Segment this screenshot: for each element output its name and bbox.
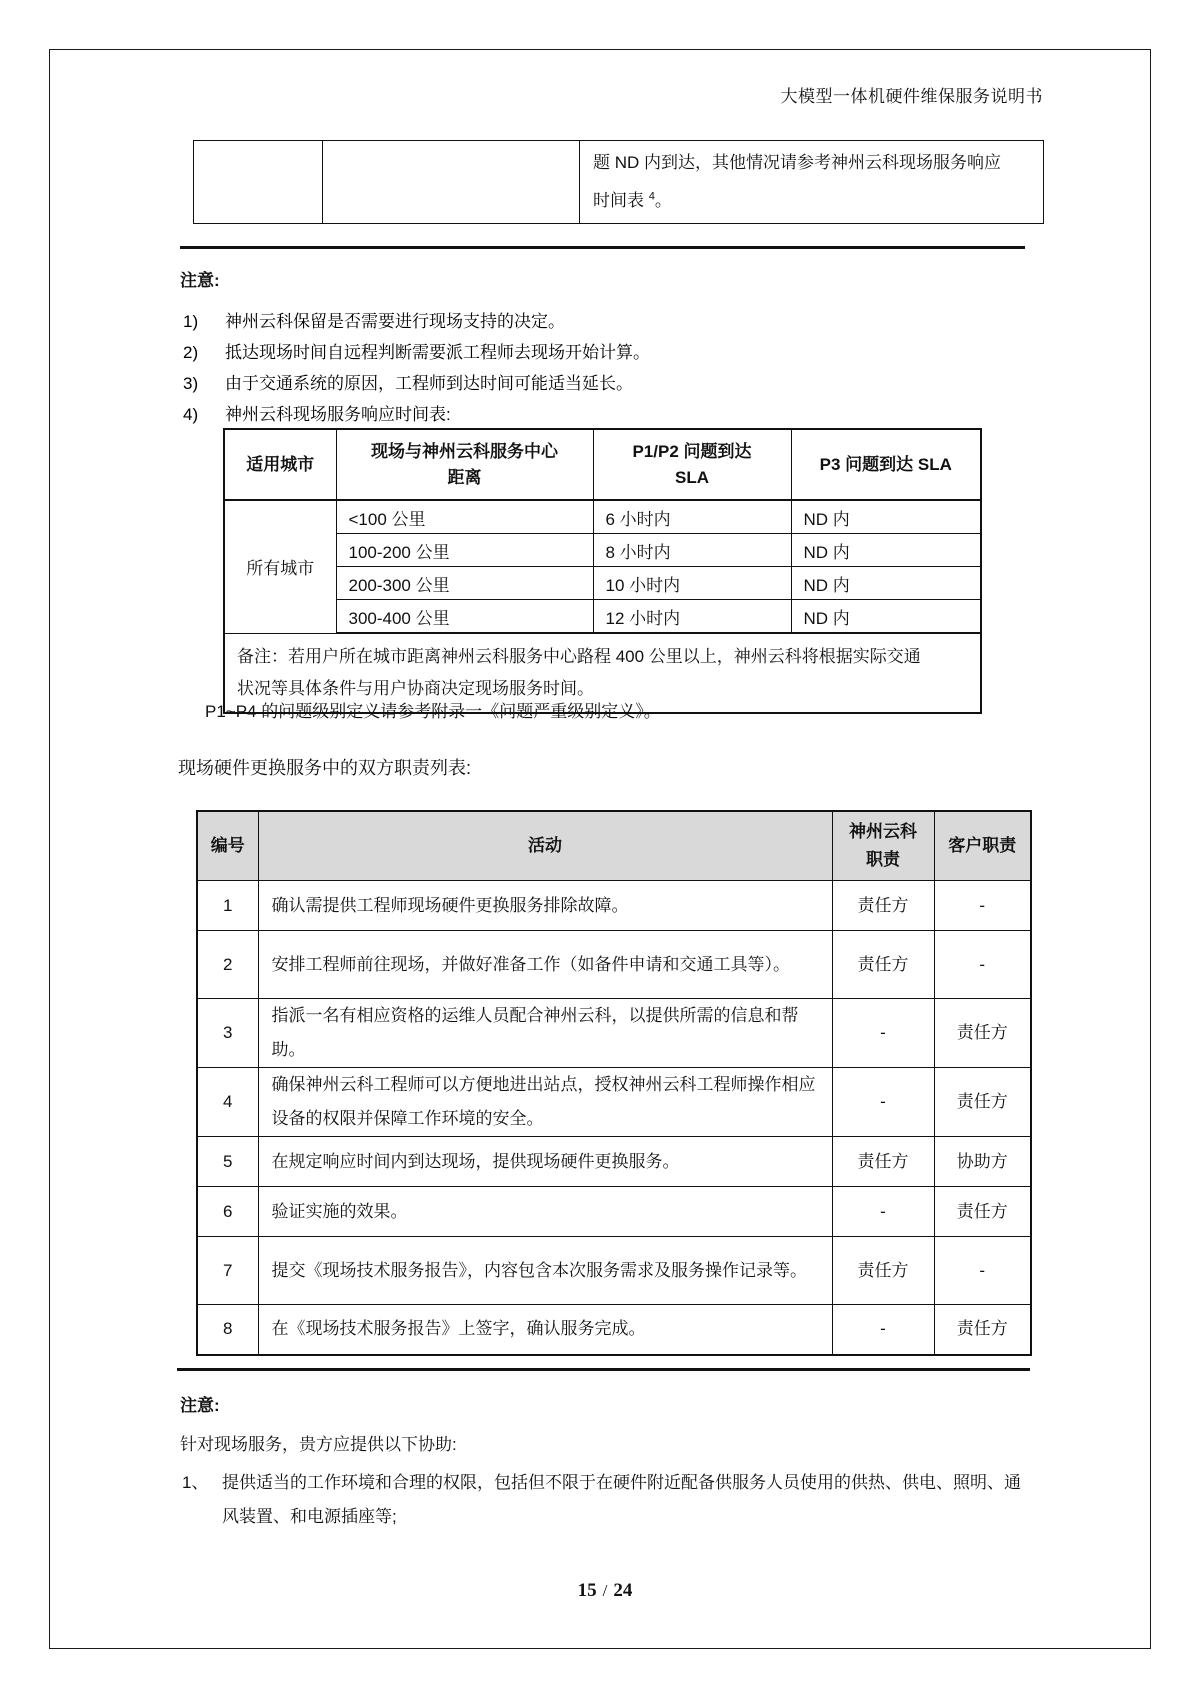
customer-role-cell: -	[934, 931, 1031, 999]
current-page: 15	[577, 1580, 597, 1601]
p1p2-cell: 12 小时内	[593, 600, 791, 634]
dcits-role-cell: -	[832, 1305, 934, 1355]
col-header-p1p2: P1/P2 问题到达 SLA	[593, 429, 791, 500]
p3-cell: ND 内	[791, 500, 981, 534]
dcits-role-cell: 责任方	[832, 1137, 934, 1187]
col-header-distance: 现场与神州云科服务中心 距离	[336, 429, 593, 500]
table-row	[197, 999, 1031, 1068]
customer-role-cell: 协助方	[934, 1137, 1031, 1187]
table-row	[197, 1305, 1031, 1355]
remark-cell: 备注：若用户所在城市距离神州云科服务中心路程 400 公里以上，神州云科将根据实际交通 状况等具体条件与用户协商决定现场服务时间。	[224, 633, 981, 713]
distance-cell: 100-200 公里	[336, 534, 593, 567]
table-row	[194, 141, 1044, 224]
table-row	[224, 500, 981, 534]
document-title: 大模型一体机硬件维保服务说明书	[780, 87, 1043, 106]
responsibilities-table	[196, 810, 1032, 1356]
p3-cell: ND 内	[791, 534, 981, 567]
customer-role-cell: -	[934, 881, 1031, 931]
list-item: 2) 抵达现场时间自远程判断需要派工程师去现场开始计算。	[183, 343, 650, 362]
p1p2-cell: 6 小时内	[593, 500, 791, 534]
list-item: 3) 由于交通系统的原因，工程师到达时间可能适当延长。	[183, 374, 633, 393]
activity-cell: 在规定响应时间内到达现场，提供现场硬件更换服务。	[258, 1137, 832, 1187]
list-item: 4) 神州云科现场服务响应时间表:	[183, 405, 451, 424]
carryover-line1: 题 ND 内到达，其他情况请参考神州云科现场服务响应	[593, 153, 1001, 172]
distance-cell: 300-400 公里	[336, 600, 593, 634]
section-title: 现场硬件更换服务中的双方职责列表:	[178, 758, 471, 778]
distance-cell: <100 公里	[336, 500, 593, 534]
empty-cell	[194, 141, 323, 224]
no-cell: 5	[197, 1137, 258, 1187]
table-row	[224, 600, 981, 634]
carryover-table	[193, 140, 1044, 224]
table-row	[197, 1068, 1031, 1137]
footnote-ref: 4	[648, 190, 655, 203]
no-cell: 2	[197, 931, 258, 999]
page-number	[180, 1580, 1030, 1602]
customer-role-cell: 责任方	[934, 1068, 1031, 1137]
activity-cell: 提交《现场技术服务报告》，内容包含本次服务需求及服务操作记录等。	[258, 1237, 832, 1305]
table-header-row	[197, 811, 1031, 881]
notice-heading: 注意:	[180, 1396, 220, 1415]
city-cell: 所有城市	[224, 500, 336, 633]
item-number: 1、	[182, 1473, 209, 1492]
p1p2-cell: 10 小时内	[593, 567, 791, 600]
p1p2-cell: 8 小时内	[593, 534, 791, 567]
section-divider	[180, 246, 1025, 249]
table-row	[197, 881, 1031, 931]
page-separator: /	[602, 1581, 608, 1600]
col-header-dcits: 神州云科 职责	[832, 811, 934, 881]
col-header-customer: 客户职责	[934, 811, 1031, 881]
col-header-no: 编号	[197, 811, 258, 881]
activity-cell: 在《现场技术服务报告》上签字，确认服务完成。	[258, 1305, 832, 1355]
no-cell: 8	[197, 1305, 258, 1355]
distance-cell: 200-300 公里	[336, 567, 593, 600]
no-cell: 1	[197, 881, 258, 931]
no-cell: 6	[197, 1187, 258, 1237]
customer-role-cell: -	[934, 1237, 1031, 1305]
customer-role-cell: 责任方	[934, 999, 1031, 1068]
col-header-city: 适用城市	[224, 429, 336, 500]
dcits-role-cell: -	[832, 1068, 934, 1137]
assistance-intro: 针对现场服务，贵方应提供以下协助:	[180, 1435, 457, 1454]
activity-cell: 确保神州云科工程师可以方便地进出站点，授权神州云科工程师操作相应设备的权限并保障工作环境的安全。	[258, 1068, 832, 1137]
dcits-role-cell: 责任方	[832, 1237, 934, 1305]
assistance-item	[182, 1466, 1032, 1534]
carryover-line2: 时间表 $^4$。	[593, 190, 672, 210]
table-row	[197, 1237, 1031, 1305]
activity-cell: 验证实施的效果。	[258, 1187, 832, 1237]
empty-cell	[323, 141, 580, 224]
item-text: 提供适当的工作环境和合理的权限，包括但不限于在硬件附近配备供服务人员使用的供热、供电、照明、通风装置、和电源插座等;	[222, 1473, 1021, 1526]
activity-cell: 指派一名有相应资格的运维人员配合神州云科，以提供所需的信息和帮助。	[258, 999, 832, 1068]
list-item: 1) 神州云科保留是否需要进行现场支持的决定。	[183, 312, 565, 331]
table-row	[197, 931, 1031, 999]
customer-role-cell: 责任方	[934, 1305, 1031, 1355]
total-pages: 24	[613, 1580, 633, 1601]
notice-heading: 注意:	[180, 271, 220, 290]
dcits-role-cell: 责任方	[832, 931, 934, 999]
p3-cell: ND 内	[791, 600, 981, 634]
customer-role-cell: 责任方	[934, 1187, 1031, 1237]
table-row	[197, 1187, 1031, 1237]
p3-cell: ND 内	[791, 567, 981, 600]
section-divider	[177, 1368, 1030, 1371]
dcits-role-cell: -	[832, 1187, 934, 1237]
activity-cell: 确认需提供工程师现场硬件更换服务排除故障。	[258, 881, 832, 931]
severity-reference-note: P1~P4 的问题级别定义请参考附录一《问题严重级别定义》。	[205, 702, 661, 721]
table-header-row	[224, 429, 981, 500]
table-row	[224, 534, 981, 567]
col-header-activity: 活动	[258, 811, 832, 881]
sla-table	[223, 428, 982, 714]
activity-cell: 安排工程师前往现场，并做好准备工作（如备件申请和交通工具等）。	[258, 931, 832, 999]
dcits-role-cell: -	[832, 999, 934, 1068]
no-cell: 3	[197, 999, 258, 1068]
notice-list	[183, 306, 1023, 430]
no-cell: 4	[197, 1068, 258, 1137]
table-row	[224, 567, 981, 600]
table-row	[197, 1137, 1031, 1187]
col-header-p3: P3 问题到达 SLA	[791, 429, 981, 500]
carryover-cell	[580, 141, 1044, 224]
dcits-role-cell: 责任方	[832, 881, 934, 931]
no-cell: 7	[197, 1237, 258, 1305]
